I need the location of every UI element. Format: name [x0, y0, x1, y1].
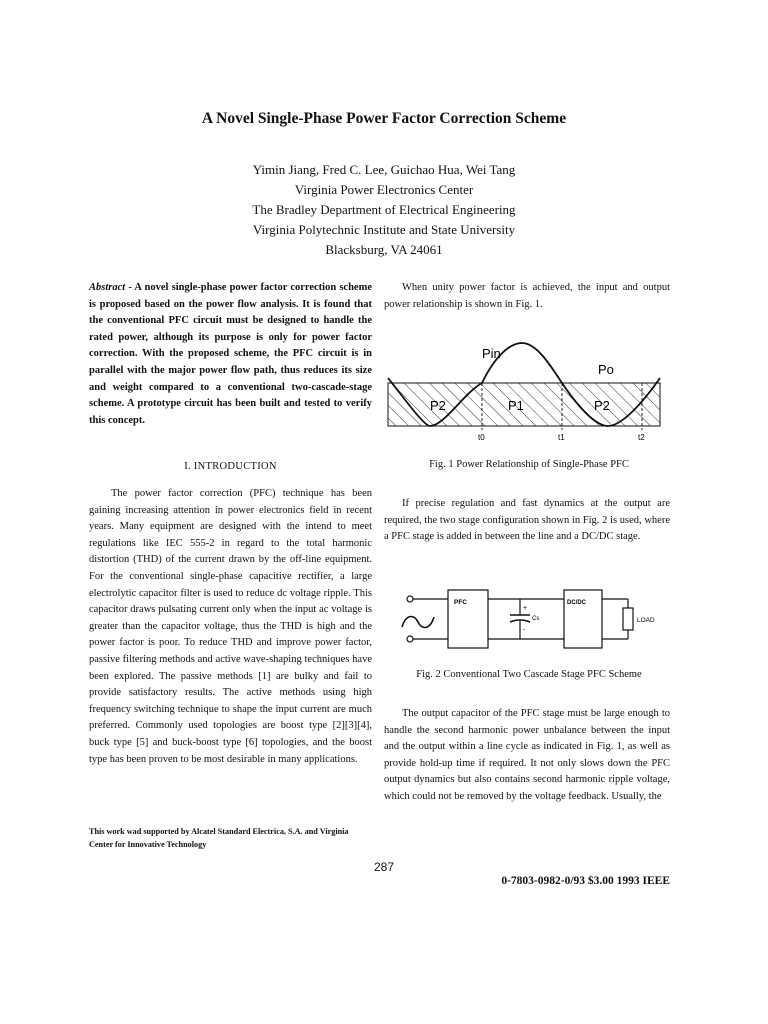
fig1-po-band: [388, 383, 660, 426]
author-address: Blacksburg, VA 24061: [325, 242, 443, 257]
fig2-load-resistor: [623, 608, 633, 630]
figure-2: [396, 582, 666, 652]
fig2-cap-plus: +: [523, 605, 528, 612]
fig2-dcdc-label: DC/DC: [567, 600, 586, 606]
fig1-tick-t1: t1: [558, 433, 565, 442]
footnote: This work wad supported by Alcatel Standard Electrica, S.A. and Virginia Center for Innovative Technology: [89, 827, 349, 849]
fig2-cap-label: Cs: [532, 616, 540, 622]
abstract-lead: Abstract: [89, 282, 126, 293]
figure-1-diagram: [384, 338, 674, 448]
fig1-label-p2-right: P2: [594, 398, 610, 413]
fig2-ac-source-icon: [402, 617, 434, 628]
fig1-label-p2-left: P2: [430, 398, 446, 413]
right-paragraph-1-text: When unity power factor is achieved, the input and output power relationship is shown in Fig. 1.: [384, 282, 670, 310]
right-paragraph-3: [384, 706, 670, 806]
author-affiliation-department: The Bradley Department of Electrical Engineering: [252, 202, 516, 217]
right-paragraph-2-text: If precise regulation and fast dynamics at the output are required, the two stage configuration shown in Fig. 2 is used, where a PFC stage is added in between the line and a DC/DC stage.: [384, 498, 670, 543]
fig1-tick-t2: t2: [638, 433, 645, 442]
fig2-input-terminal-top: [407, 596, 413, 602]
fig2-dcdc-block: [564, 590, 602, 648]
author-names: Yimin Jiang, Fred C. Lee, Guichao Hua, Wei Tang: [252, 162, 516, 177]
abstract: [89, 280, 372, 429]
figure-1-caption: Fig. 1 Power Relationship of Single-Phase PFC: [429, 459, 629, 470]
right-paragraph-2: [384, 496, 670, 546]
fig2-load-label: LOAD: [637, 617, 655, 624]
fig2-cap-minus: -: [523, 627, 526, 634]
figure-2-caption: Fig. 2 Conventional Two Cascade Stage PFC Scheme: [416, 669, 642, 680]
page-number: 287: [373, 860, 395, 874]
introduction-paragraph: The power factor correction (PFC) technique has been gaining increasing attention in power electronics field in recent years. Many equipment are designed with the intend to meet regulations like IEC 555-2 in regard to the total harmonic distortion (THD) of the current drawn by the off-line equipment. For the conventional single-phase capacitive rectifier, a large electrolytic capacitor filter is used to reduce dc voltage ripple. This capacitor draws pulsating current only when the input ac voltage is greater than the capacitor voltage, thus the THD is high and the power factor is poor. To reduce THD and improve power factor, passive filtering methods and active wave-shaping techniques have been explored. The passive methods [1] are bulky and fail to provide satisfactory results. The active methods using high frequency switching technique to shape the input current are much preferred. Commonly used topologies are boost type [2][3][4], buck type [5] and buck-boost type [6] topologies, and the boost type has been proven to be most desirable in many applications.: [89, 488, 372, 765]
author-affiliation-university: Virginia Polytechnic Institute and State University: [252, 222, 516, 237]
right-paragraph-1: [384, 280, 670, 313]
figure-2-diagram: [396, 582, 666, 652]
fig1-label-p1: P1: [508, 398, 524, 413]
fig1-label-po: Po: [598, 362, 614, 377]
abstract-text: - A novel single-phase power factor correction scheme is proposed based on the power flow analysis. It is found that the conventional PFC circuit must be designed to handle the rated power, although its purpose is only for power factor correction. With the proposed scheme, the PFC circuit is in parallel with the major power flow path, thus reduces its size and weight compared to a conventional two-cascade-stage scheme. A prototype circuit has been built and tested to verify this concept.: [89, 282, 372, 426]
fig1-label-pin: Pin: [482, 346, 501, 361]
fig2-input-terminal-bottom: [407, 636, 413, 642]
ieee-copyright-line: 0-7803-0982-0/93 $3.00 1993 IEEE: [501, 875, 670, 887]
figure-1: [384, 338, 674, 448]
right-paragraph-3-text: The output capacitor of the PFC stage must be large enough to handle the second harmonic power unbalance between the input and the output within a line cycle as indicated in Fig. 1, as well as provide hold-up time if required. It not only slows down the PFC output dynamics but also contains second harmonic ripple voltage, which could not be removed by the voltage feedback. Usually, the: [384, 708, 670, 802]
author-affiliation-center: Virginia Power Electronics Center: [294, 182, 474, 197]
fig1-tick-t0: t0: [478, 433, 485, 442]
fig2-pfc-label: PFC: [454, 599, 467, 606]
section-heading-introduction: I. INTRODUCTION: [184, 461, 277, 472]
introduction-body: [89, 486, 372, 768]
paper-title: A Novel Single-Phase Power Factor Correction Scheme: [201, 110, 567, 127]
author-block: [0, 160, 768, 260]
